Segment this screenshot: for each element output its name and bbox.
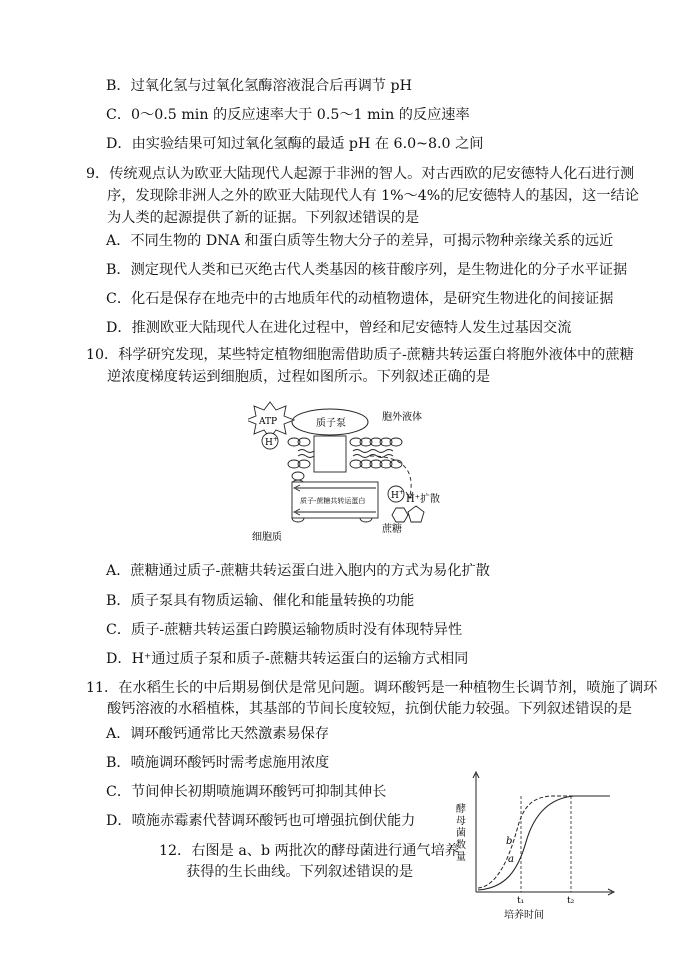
sucrose-label: 蔗糖 bbox=[382, 524, 402, 535]
q11-option-a: A．调环酸钙通常比天然激素易保存 bbox=[106, 726, 330, 742]
q9-option-a: A．不同生物的 DNA 和蛋白质等生物大分子的差异，可揭示物种亲缘关系的远近 bbox=[106, 233, 614, 249]
sucrose-pentagon-icon bbox=[408, 506, 424, 522]
q10-stem-line-2: 逆浓度梯度转运到细胞质，过程如图所示。下列叙述正确的是 bbox=[107, 369, 491, 385]
q10-option-b: B．质子泵具有物质运输、催化和能量转换的功能 bbox=[106, 593, 415, 609]
ylabel-char: 母 bbox=[456, 816, 467, 827]
h-plus-sup-2: + bbox=[398, 489, 404, 496]
q11-option-c: C．节间伸长初期喷施调环酸钙可抑制其伸长 bbox=[106, 784, 387, 800]
q11-stem-line-2: 酸钙溶液的水稻植株，其基部的节间长度较短，抗倒伏能力较强。下列叙述错误的是 bbox=[107, 701, 632, 717]
series-b-curve bbox=[478, 796, 600, 888]
series-b-label: b bbox=[506, 836, 513, 847]
q8-option-c: C．0～0.5 min 的反应速率大于 0.5～1 min 的反应速率 bbox=[106, 107, 470, 123]
q10-option-d: D．H⁺通过质子泵和质子-蔗糖共转运蛋白的运输方式相同 bbox=[106, 651, 469, 667]
q9-stem-line-2: 序，发现除非洲人之外的欧亚大陆现代人有 1%～4%的尼安德特人的基因，这一结论 bbox=[107, 188, 639, 204]
q11-stem-line-1: 11．在水稻生长的中后期易倒伏是常见问题。调环酸钙是一种植物生长调节剂，喷施了调环 bbox=[86, 680, 658, 696]
ylabel-char: 菌 bbox=[456, 828, 467, 839]
q12-stem-line-2: 获得的生长曲线。下列叙述错误的是 bbox=[186, 864, 414, 880]
q9-option-d: D．推测欧亚大陆现代人在进化过程中，曾经和尼安德特人发生过基因交流 bbox=[106, 320, 572, 336]
proton-pump-channel bbox=[314, 436, 346, 472]
chart-xlabel: 培养时间 bbox=[504, 910, 544, 921]
h-plus-sup: + bbox=[272, 436, 278, 443]
cotransporter-label: 质子-蔗糖共转运蛋白 bbox=[300, 497, 366, 505]
q10-option-a: A．蔗糖通过质子-蔗糖共转运蛋白进入胞内的方式为易化扩散 bbox=[106, 563, 490, 579]
yeast-growth-chart bbox=[450, 766, 620, 922]
q9-stem-line-3: 为人类的起源提供了新的证据。下列叙述错误的是 bbox=[107, 210, 420, 226]
extracellular-label: 胞外液体 bbox=[382, 412, 422, 423]
q8-option-b: B．过氧化氢与过氧化氢酶溶液混合后再调节 pH bbox=[106, 78, 412, 94]
cytoplasm-label: 细胞质 bbox=[252, 532, 282, 543]
chart-ylabel bbox=[456, 802, 467, 863]
q10-option-c: C．质子-蔗糖共转运蛋白跨膜运输物质时没有体现特异性 bbox=[106, 622, 463, 638]
ylabel-char: 数 bbox=[456, 840, 467, 851]
q8-option-d: D．由实验结果可知过氧化氢酶的最适 pH 在 6.0~8.0 之间 bbox=[106, 136, 484, 152]
h-plus-h-2: H bbox=[391, 491, 399, 501]
proton-sucrose-transport-figure bbox=[248, 396, 448, 548]
h-plus-h: H bbox=[265, 438, 273, 448]
series-a-label: a bbox=[508, 854, 514, 865]
ylabel-char: 酵 bbox=[456, 804, 467, 815]
q11-option-b: B．喷施调环酸钙时需考虑施用浓度 bbox=[106, 755, 330, 771]
atp-label: ATP bbox=[259, 417, 278, 427]
q12-stem-line-1: 12．右图是 a、b 两批次的酵母菌进行通气培养 bbox=[159, 843, 459, 859]
q11-option-d: D．喷施赤霉素代替调环酸钙也可增强抗倒伏能力 bbox=[106, 813, 416, 829]
tick-t1: t₁ bbox=[517, 896, 525, 906]
q9-option-c: C．化石是保存在地壳中的古地质年代的动植物遗体，是研究生物进化的间接证据 bbox=[106, 291, 614, 307]
sucrose-hexagon-icon bbox=[392, 508, 408, 522]
tick-t2: t₂ bbox=[567, 896, 575, 906]
q9-stem-line-1: 9．传统观点认为欧亚大陆现代人起源于非洲的智人。对古西欧的尼安德特人化石进行测 bbox=[86, 166, 635, 182]
q9-option-b: B．测定现代人类和已灭绝古代人类基因的核苷酸序列，是生物进化的分子水平证据 bbox=[106, 262, 628, 278]
ylabel-char: 量 bbox=[456, 852, 467, 863]
h-diffusion-label: H⁺扩散 bbox=[406, 494, 440, 505]
series-a-curve bbox=[478, 796, 610, 890]
proton-pump-label: 质子泵 bbox=[316, 418, 346, 429]
q10-stem-line-1: 10．科学研究发现，某些特定植物细胞需借助质子-蔗糖共转运蛋白将胞外液体中的蔗糖 bbox=[86, 347, 634, 363]
